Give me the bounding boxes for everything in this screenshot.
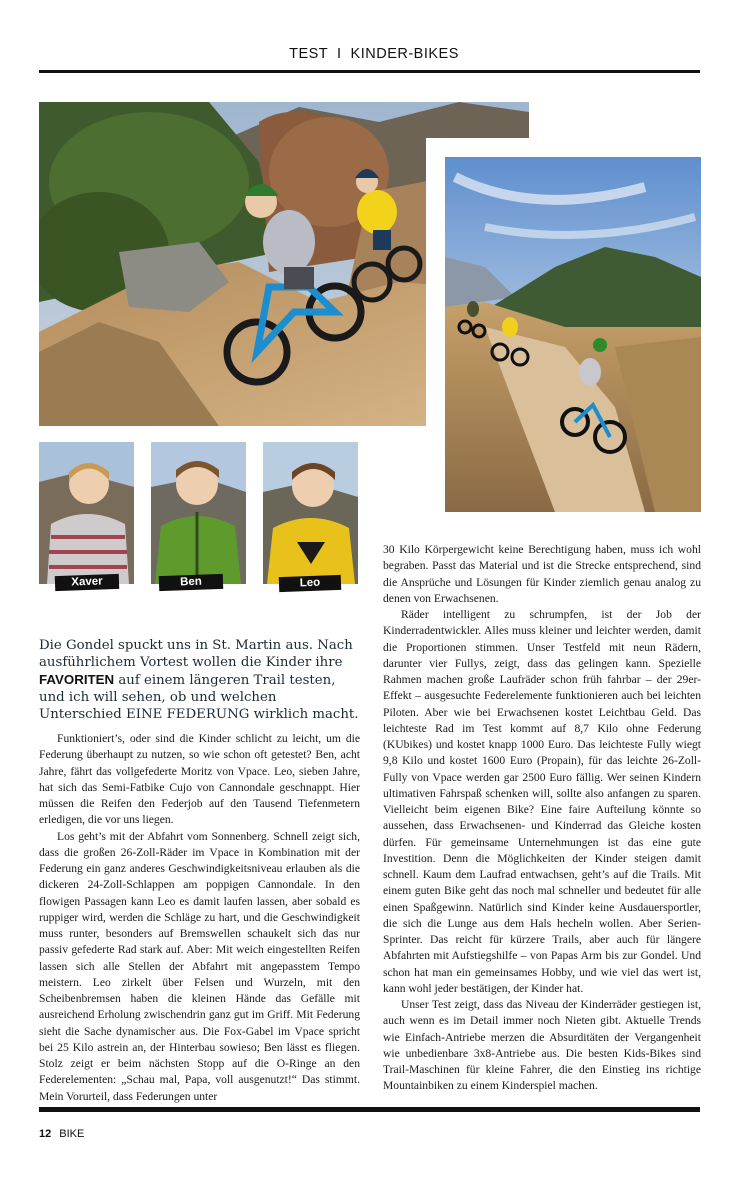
photo-right <box>445 157 701 512</box>
article-intro <box>39 637 359 723</box>
body-paragraph: Räder intelligent zu schrumpfen, ist der Job der Kinderradentwickler. Alles muss kleiner und leichter werden, damit die Proportionen stimmen. Unser Testfeld mit neun Rädern, darunter vier Fullys, zeigt, dass das gelingen kann. Spezielle Rahmen machen große Laufräder schon früh fahrbar – der 29er-Effekt – ausgesuchte Federelemente funktionieren auch bei leichten Piloten. Aber wie bei Erwachsenen kostet Leichtbau Geld. Das leichteste Rad im Test kommt auf 8,7 Kilo ohne Federung (KUbikes) und kostet knapp 1000 Euro. Das leichteste Fully wiegt 9,8 Kilo und kostet 1600 Euro (Propain), für das leichte 26-Zoll-Fully von Vpace werden gar 2500 Euro fällig. Wer seinen Kindern ultimativen Fahrspaß schenken will, sollte also anfangen zu sparen. Vielleicht beim eigenen Bike? Eine faire Aufteilung könnte so aussehen, dass Erwachsenen- und Kinderrad das Gleiche kosten dürfen. Für gemeinsame Unternehmungen ist das eine gute Investition. Denn die Möglichkeiten der Kinder steigen damit schnell. Kaum dem Laufrad entwachsen, geht’s auf die Trails. Mit einem guten Bike geht das noch mal schneller und bedeutet für alle einen Spaßgewinn. Natürlich sind Kinder keine Ausdauersportler, die sich die Lunge aus dem Hals hecheln wollen. Aber Serien-Sprinter. Das reicht für kürzere Trails, aber auch für längere Abfahrten mit Aufstiegshilfe – von Papas Arm bis zur Gondel. Und schon hat man ein gemeinsames Hobby, und wie viel das wert ist, kann wohl jeder bestätigen, der Kinder hat. <box>383 608 701 995</box>
body-paragraph: 30 Kilo Körpergewicht keine Berechtigung haben, muss ich wohl begraben. Passt das Material und ist die Strecke entsprechend, sind die Ansprüche und Lösungen für Kinder ziemlich genau analog zu denen von Erwachsenen. <box>383 543 701 605</box>
page-footer <box>39 1128 84 1140</box>
portrait-photo-icon <box>151 442 246 584</box>
header-topic: KINDER-BIKES <box>350 46 459 62</box>
name-badge-ben: Ben <box>159 574 223 591</box>
intro-text-3: wirklich macht. <box>249 707 359 722</box>
portrait-leo <box>263 442 358 584</box>
body-paragraph: Funktioniert’s, oder sind die Kinder schlicht zu leicht, um die Federung überhaupt zu nutzen, so wie schon oft getestet? Ben, acht Jahre, fährt das vollgefederte Moritz von Vpace. Leo, sieben Jahre, hat sich das Semi-Fatbike Cujo von Cannondale geschnappt. Hier müssen die Reifen den Federjob auf den Tausend Tiefenmetern erledigen, die vor uns liegen. <box>39 732 360 827</box>
header-section: TEST <box>289 46 328 62</box>
footer-rule <box>39 1107 700 1112</box>
name-badge-xaver: Xaver <box>55 574 119 591</box>
body-column-right <box>383 542 701 1095</box>
body-paragraph: Los geht’s mit der Abfahrt vom Sonnenberg. Schnell zeigt sich, dass die großen 26-Zoll-Räder im Vpace in Kombination mit der Federung ein ganz anderes Geschwindigkeitsniveau erlauben als die dickeren 24-Zoll-Schlappen am poppigen Cannondale. In den flowigen Passagen kann Leo es damit laufen lassen, aber sobald es ruppiger wird, werden die Schläge zu hart, und die Geschwindigkeit muss runter, besonders auf Bremswellen schaukelt sich das nur passiv gefederte Rad stark auf. Aber: Mit weich eingestellten Reifen lassen sich alle Stellen der Abfahrt mit angepasstem Tempo meistern. Leo zirkelt über Felsen und Wurzeln, mit den Scheibenbremsen haben die kleinen Hände das Gefälle mit ausreichend Erholung zwischendrin ganz gut im Griff. Mit Federung sieht die Sache dynamischer aus. Die Fox-Gabel im Vpace spricht bei 25 Kilo astrein an, der Hinterbau sowieso; Ben lässt es fliegen. Stolz zeigt er beim nächsten Stopp auf die O-Ringe an den Federelementen: „Schau mal, Papa, voll ausgenutzt!“ Das stimmt. Mein Vorurteil, dass Federungen unter <box>39 829 360 1103</box>
section-header <box>0 46 748 62</box>
riders-descending-photo-icon <box>445 157 701 512</box>
page-number: 12 <box>39 1128 52 1140</box>
intro-bold-favoriten: FAVORITEN <box>39 672 115 687</box>
portrait-photo-icon <box>263 442 358 584</box>
intro-caps-federung: EINE FEDERUNG <box>126 707 250 722</box>
body-paragraph: Unser Test zeigt, dass das Niveau der Kinderräder gestiegen ist, auch wenn es im Detail immer noch Nieten gibt. Aktuelle Trends wie Einfach-Antriebe merzen die Absurditäten der Vergangenheit wie unbedienbare 3x8-Antriebe aus. Die besten Kids-Bikes sind Trail-Maschinen für kleine Fahrer, die den Einstieg ins richtige Mountainbiken zu einem Kinderspiel machen. <box>383 998 701 1093</box>
intro-text-2: auf einem längeren Trail testen, und ich will sehen, ob und welchen Unterschied <box>39 673 336 722</box>
portrait-ben <box>151 442 246 584</box>
portrait-xaver <box>39 442 134 584</box>
portrait-photo-icon <box>39 442 134 584</box>
intro-text-1: Die Gondel spuckt uns in St. Martin aus. Nach ausführlichem Vortest wollen die Kinder ihre <box>39 638 353 670</box>
body-column-left <box>39 731 360 1105</box>
magazine-name: BIKE <box>59 1128 85 1140</box>
header-rule <box>39 70 700 73</box>
name-badge-leo: Leo <box>279 575 341 592</box>
header-separator: I <box>336 46 342 62</box>
